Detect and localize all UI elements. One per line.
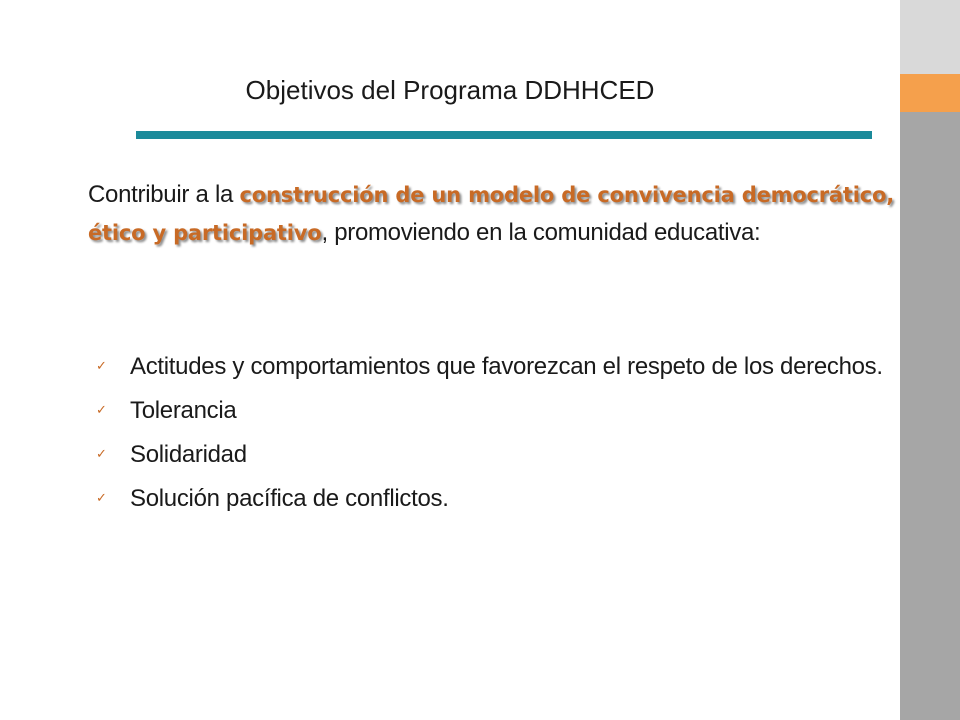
bullet-item (92, 392, 894, 430)
bullet-list (92, 348, 894, 524)
bullet-text: Solución pacífica de conflictos. (130, 485, 449, 512)
check-mark-icon: ✓ (96, 403, 107, 418)
bullet-text: Actitudes y comportamientos que favorezcan el respeto de los derechos. (130, 353, 883, 380)
intro-text-before: Contribuir a la (88, 181, 240, 208)
intro-paragraph (88, 176, 894, 252)
check-mark-icon: ✓ (96, 491, 107, 506)
bullet-text: Solidaridad (130, 441, 247, 468)
slide-title: Objetivos del Programa DDHHCED (245, 75, 655, 105)
bullet-item (92, 348, 894, 386)
bullet-text: Tolerancia (130, 397, 237, 424)
side-bar-accent (900, 74, 960, 112)
intro-highlight: construcción de un modelo de convivencia democrático, ético y participativo (88, 183, 894, 245)
side-bar-top (900, 0, 960, 74)
intro-text-after: , promoviendo en la comunidad educativa: (321, 219, 761, 246)
bullet-item (92, 480, 894, 518)
check-mark-icon: ✓ (96, 359, 107, 374)
check-mark-icon: ✓ (96, 447, 107, 462)
bullet-item (92, 436, 894, 474)
side-bar-bottom (900, 112, 960, 720)
title-divider (136, 131, 872, 139)
